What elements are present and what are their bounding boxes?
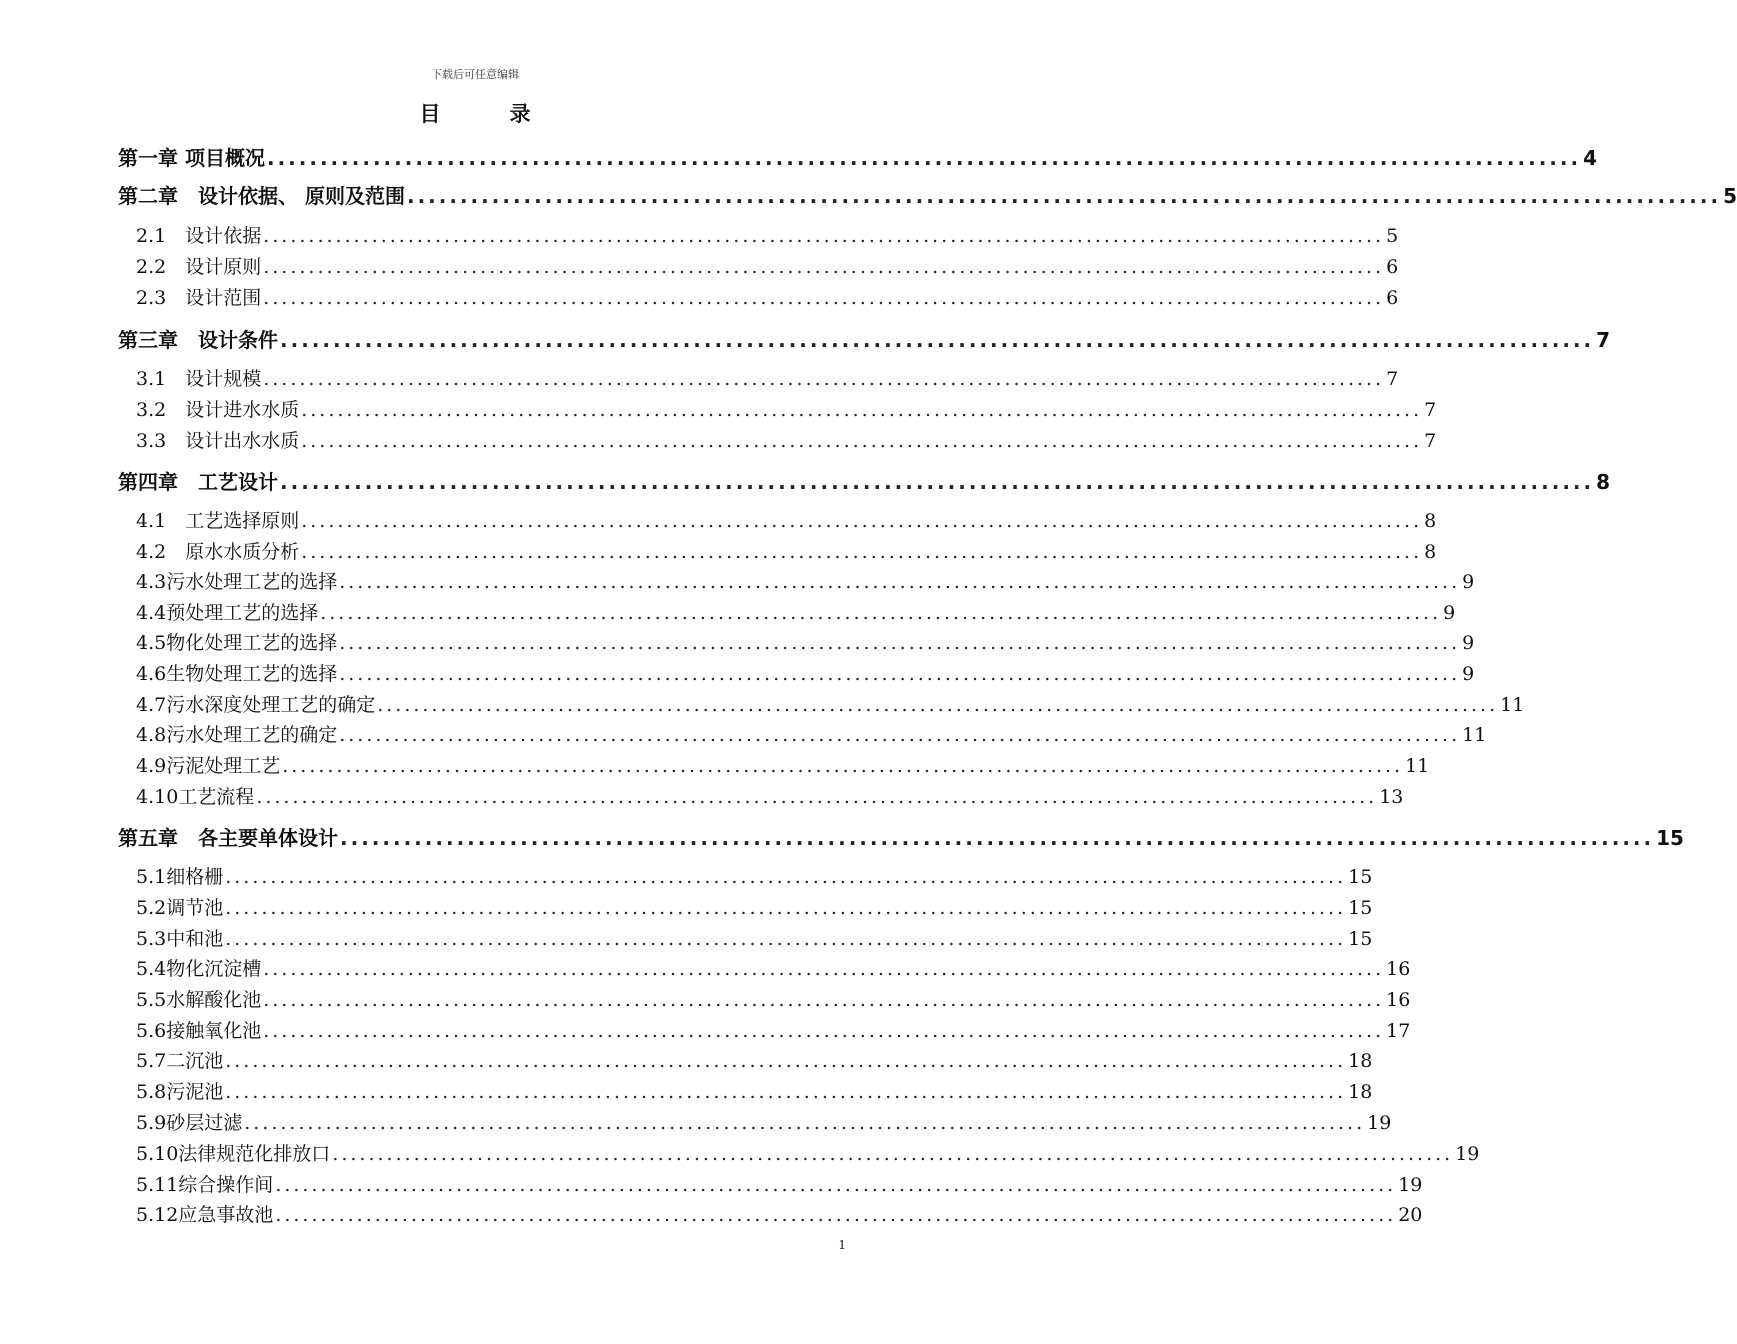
toc-entry-page-number: 7 [1424, 399, 1437, 421]
toc-entry-label: 2.1 设计依据 [136, 225, 262, 247]
toc-entry-label: 5.9砂层过滤 [136, 1112, 243, 1134]
toc-dot-leader: ............................................................................................................................ [263, 1020, 1385, 1042]
toc-dot-leader: ............................................................................................................................ [406, 184, 1722, 208]
toc-section-entry[interactable] [118, 628, 1475, 655]
toc-entry-label: 4.9污泥处理工艺 [136, 755, 281, 777]
page-number: 1 [838, 1238, 846, 1252]
toc-entry-page-number: 5 [1723, 184, 1737, 208]
toc-entry-label: 5.12应急事故池 [136, 1204, 274, 1226]
toc-section-entry[interactable] [118, 1016, 1411, 1043]
toc-entry-page-number: 20 [1398, 1204, 1423, 1226]
toc-entry-page-number: 18 [1348, 1081, 1373, 1103]
toc-dot-leader: ............................................................................................................................ [263, 958, 1385, 980]
toc-dot-leader: ............................................................................................................................ [340, 826, 1655, 850]
toc-entry-label: 5.10法律规范化排放口 [136, 1143, 331, 1165]
toc-dot-leader: ............................................................................................................................ [275, 1204, 1397, 1226]
toc-entry-label: 5.2调节池 [136, 897, 224, 919]
toc-dot-leader: ............................................................................................................................ [377, 694, 1499, 716]
toc-entry-page-number: 15 [1348, 866, 1373, 888]
toc-dot-leader: ............................................................................................................................ [225, 866, 1347, 888]
toc-section-entry[interactable] [118, 364, 1399, 391]
toc-entry-label: 4.7污水深度处理工艺的确定 [136, 694, 376, 716]
toc-entry-page-number: 15 [1656, 826, 1684, 850]
toc-section-entry[interactable] [118, 985, 1411, 1012]
toc-section-entry[interactable] [118, 893, 1373, 920]
toc-entry-page-number: 9 [1462, 663, 1475, 685]
toc-section-entry[interactable] [118, 598, 1456, 625]
toc-dot-leader: ............................................................................................................................ [301, 510, 1423, 532]
toc-dot-leader: ............................................................................................................................ [282, 755, 1404, 777]
toc-dot-leader: ............................................................................................................................ [225, 928, 1347, 950]
toc-dot-leader: ............................................................................................................................ [256, 786, 1378, 808]
toc-dot-leader: ............................................................................................................................ [280, 470, 1595, 494]
toc-entry-page-number: 11 [1500, 694, 1525, 716]
toc-dot-leader: ............................................................................................................................ [263, 989, 1385, 1011]
toc-dot-leader: ............................................................................................................................ [225, 1050, 1347, 1072]
header-note: 下载后可任意编辑 [431, 68, 519, 81]
toc-dot-leader: ............................................................................................................................ [263, 287, 1385, 309]
toc-section-entry[interactable] [118, 395, 1437, 422]
toc-dot-leader: ............................................................................................................................ [301, 541, 1423, 563]
toc-dot-leader: ............................................................................................................................ [263, 225, 1385, 247]
toc-chapter-entry[interactable] [118, 324, 1611, 353]
toc-entry-label: 3.3 设计出水水质 [136, 430, 300, 452]
toc-dot-leader: ............................................................................................................................ [225, 1081, 1347, 1103]
toc-chapter-entry[interactable] [118, 142, 1597, 171]
toc-entry-page-number: 19 [1455, 1143, 1480, 1165]
toc-entry-label: 5.4物化沉淀槽 [136, 958, 262, 980]
toc-chapter-entry[interactable] [118, 466, 1611, 495]
toc-section-entry[interactable] [118, 720, 1487, 747]
toc-section-entry[interactable] [118, 954, 1411, 981]
toc-entry-page-number: 11 [1405, 755, 1430, 777]
toc-dot-leader: ............................................................................................................................ [339, 571, 1461, 593]
toc-entry-label: 3.1 设计规模 [136, 368, 262, 390]
toc-section-entry[interactable] [118, 924, 1373, 951]
toc-entry-label: 4.2 原水水质分析 [136, 541, 300, 563]
toc-entry-page-number: 8 [1424, 510, 1437, 532]
toc-section-entry[interactable] [118, 1046, 1373, 1073]
toc-entry-label: 第四章 工艺设计 [118, 470, 278, 494]
toc-entry-label: 5.8污泥池 [136, 1081, 224, 1103]
toc-entry-label: 4.10工艺流程 [136, 786, 255, 808]
toc-entry-label: 4.1 工艺选择原则 [136, 510, 300, 532]
toc-dot-leader: ............................................................................................................................ [339, 663, 1461, 685]
toc-entry-label: 4.3污水处理工艺的选择 [136, 571, 338, 593]
toc-section-entry[interactable] [118, 537, 1437, 564]
toc-dot-leader: ............................................................................................................................ [275, 1174, 1397, 1196]
toc-section-entry[interactable] [118, 1170, 1423, 1197]
toc-dot-leader: ............................................................................................................................ [266, 146, 1582, 170]
toc-entry-page-number: 6 [1386, 287, 1399, 309]
toc-entry-label: 2.3 设计范围 [136, 287, 262, 309]
toc-entry-page-number: 19 [1367, 1112, 1392, 1134]
toc-entry-label: 5.5水解酸化池 [136, 989, 262, 1011]
toc-entry-label: 第一章 项目概况 [118, 146, 265, 170]
toc-section-entry[interactable] [118, 426, 1437, 453]
toc-entry-label: 5.7二沉池 [136, 1050, 224, 1072]
toc-entry-page-number: 9 [1462, 571, 1475, 593]
toc-section-entry[interactable] [118, 751, 1430, 778]
toc-entry-page-number: 17 [1386, 1020, 1411, 1042]
toc-dot-leader: ............................................................................................................................ [301, 399, 1423, 421]
toc-section-entry[interactable] [118, 1108, 1392, 1135]
toc-title: 目 录 [419, 102, 555, 126]
toc-section-entry[interactable] [118, 1200, 1423, 1227]
toc-section-entry[interactable] [118, 221, 1399, 248]
toc-entry-label: 4.5物化处理工艺的选择 [136, 632, 338, 654]
toc-entry-page-number: 13 [1379, 786, 1404, 808]
toc-dot-leader: ............................................................................................................................ [225, 897, 1347, 919]
toc-entry-page-number: 7 [1596, 328, 1611, 352]
toc-entry-label: 4.8污水处理工艺的确定 [136, 724, 338, 746]
toc-entry-label: 3.2 设计进水水质 [136, 399, 300, 421]
toc-entry-page-number: 6 [1386, 256, 1399, 278]
toc-entry-label: 第五章 各主要单体设计 [118, 826, 338, 850]
toc-section-entry[interactable] [118, 690, 1525, 717]
toc-dot-leader: ............................................................................................................................ [280, 328, 1595, 352]
toc-entry-label: 5.11综合操作间 [136, 1174, 274, 1196]
toc-dot-leader: ............................................................................................................................ [244, 1112, 1366, 1134]
toc-dot-leader: ............................................................................................................................ [339, 632, 1461, 654]
toc-entry-page-number: 16 [1386, 989, 1411, 1011]
toc-dot-leader: ............................................................................................................................ [332, 1143, 1454, 1165]
toc-section-entry[interactable] [118, 862, 1373, 889]
toc-entry-label: 第三章 设计条件 [118, 328, 278, 352]
toc-entry-page-number: 4 [1583, 146, 1597, 170]
toc-section-entry[interactable] [118, 782, 1404, 809]
toc-entry-page-number: 9 [1443, 602, 1456, 624]
toc-entry-page-number: 8 [1424, 541, 1437, 563]
toc-section-entry[interactable] [118, 659, 1475, 686]
toc-entry-label: 2.2 设计原则 [136, 256, 262, 278]
toc-entry-page-number: 5 [1386, 225, 1399, 247]
toc-entry-page-number: 15 [1348, 928, 1373, 950]
toc-section-entry[interactable] [118, 1139, 1480, 1166]
toc-entry-label: 4.4预处理工艺的选择 [136, 602, 319, 624]
toc-entry-page-number: 8 [1596, 470, 1611, 494]
toc-dot-leader: ............................................................................................................................ [263, 256, 1385, 278]
toc-entry-page-number: 19 [1398, 1174, 1423, 1196]
toc-dot-leader: ............................................................................................................................ [263, 368, 1385, 390]
toc-entry-label: 5.6接触氧化池 [136, 1020, 262, 1042]
toc-section-entry[interactable] [118, 567, 1475, 594]
toc-entry-page-number: 18 [1348, 1050, 1373, 1072]
toc-entry-label: 5.1细格栅 [136, 866, 224, 888]
toc-entry-page-number: 16 [1386, 958, 1411, 980]
toc-chapter-entry[interactable] [118, 822, 1684, 851]
toc-section-entry[interactable] [118, 1077, 1373, 1104]
toc-entry-page-number: 7 [1424, 430, 1437, 452]
toc-chapter-entry[interactable] [118, 180, 1737, 209]
toc-entry-label: 5.3中和池 [136, 928, 224, 950]
toc-dot-leader: ............................................................................................................................ [339, 724, 1461, 746]
toc-section-entry[interactable] [118, 252, 1399, 279]
toc-entry-page-number: 9 [1462, 632, 1475, 654]
toc-entry-page-number: 11 [1462, 724, 1487, 746]
toc-entry-label: 第二章 设计依据、 原则及范围 [118, 184, 405, 208]
toc-entry-page-number: 7 [1386, 368, 1399, 390]
toc-dot-leader: ............................................................................................................................ [301, 430, 1423, 452]
toc-section-entry[interactable] [118, 506, 1437, 533]
toc-dot-leader: ............................................................................................................................ [320, 602, 1442, 624]
toc-entry-page-number: 15 [1348, 897, 1373, 919]
toc-section-entry[interactable] [118, 283, 1399, 310]
toc-entry-label: 4.6生物处理工艺的选择 [136, 663, 338, 685]
